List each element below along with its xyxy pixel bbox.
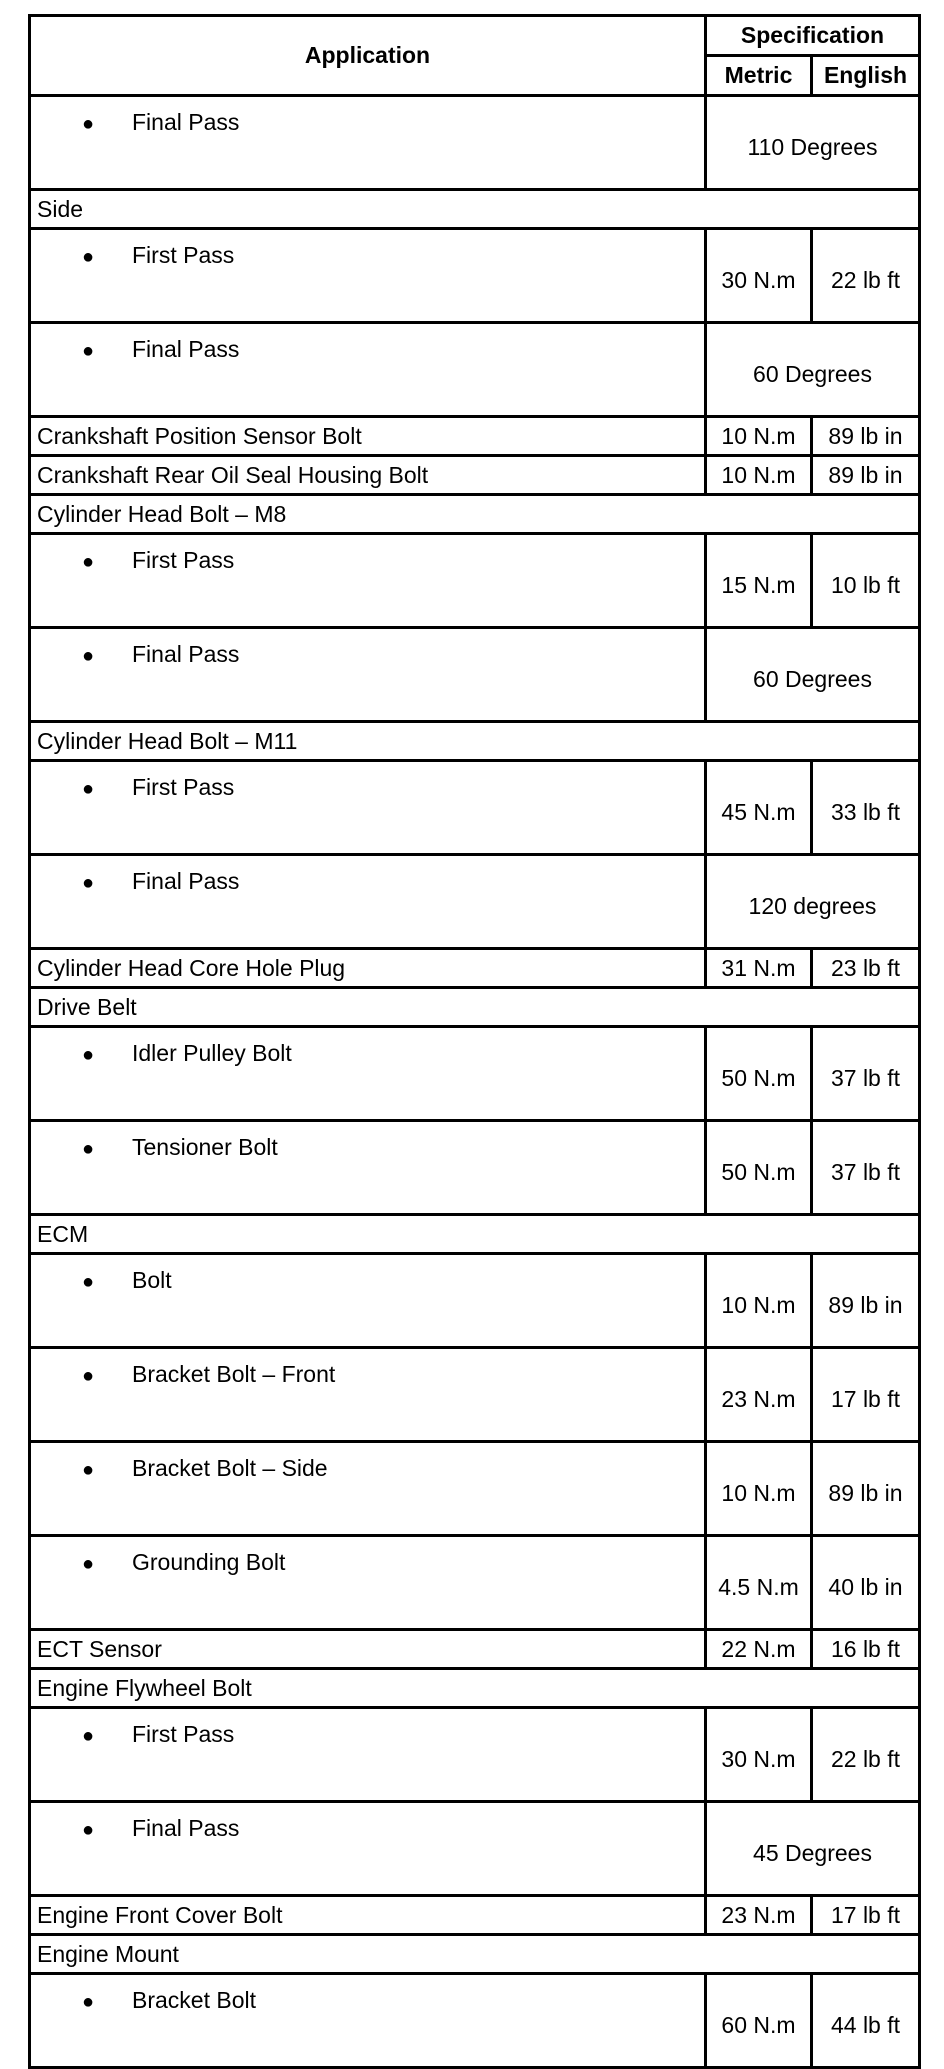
application-cell	[30, 229, 706, 323]
section-row	[30, 722, 920, 761]
table-row	[30, 1254, 920, 1348]
english-value: 89 lb in	[812, 1254, 920, 1348]
section-row	[30, 190, 920, 229]
application-cell	[30, 761, 706, 855]
metric-value: 50 N.m	[706, 1027, 812, 1121]
english-value: 44 lb ft	[812, 1974, 920, 2068]
application-cell	[30, 96, 706, 190]
spec-value-span: 120 degrees	[706, 855, 920, 949]
bullet-icon: ●	[82, 113, 95, 135]
sub-item-label: Final Pass	[132, 1815, 240, 1841]
table-row	[30, 96, 920, 190]
section-row	[30, 988, 920, 1027]
metric-value: 50 N.m	[706, 1121, 812, 1215]
bullet-icon: ●	[82, 1725, 95, 1747]
table-row	[30, 855, 920, 949]
metric-value: 45 N.m	[706, 761, 812, 855]
application-cell	[30, 1536, 706, 1630]
metric-value: 23 N.m	[706, 1348, 812, 1442]
english-header: English	[812, 56, 920, 96]
english-value: 40 lb in	[812, 1536, 920, 1630]
application-cell	[30, 1027, 706, 1121]
metric-value: 22 N.m	[706, 1630, 812, 1669]
metric-value: 30 N.m	[706, 229, 812, 323]
bullet-icon: ●	[82, 872, 95, 894]
bullet-icon: ●	[82, 246, 95, 268]
sub-item-label: Grounding Bolt	[132, 1549, 286, 1575]
section-row	[30, 1935, 920, 1974]
metric-value: 10 N.m	[706, 417, 812, 456]
table-row	[30, 456, 920, 495]
metric-value: 31 N.m	[706, 949, 812, 988]
table-row	[30, 1536, 920, 1630]
bullet-icon: ●	[82, 1044, 95, 1066]
metric-value: 23 N.m	[706, 1896, 812, 1935]
table-row	[30, 1802, 920, 1896]
table-row	[30, 323, 920, 417]
table-row	[30, 1896, 920, 1935]
application-label: Cylinder Head Core Hole Plug	[30, 949, 706, 988]
table-row	[30, 417, 920, 456]
bullet-icon: ●	[82, 1365, 95, 1387]
application-cell	[30, 1254, 706, 1348]
sub-item-label: Bracket Bolt – Front	[132, 1361, 336, 1387]
metric-header: Metric	[706, 56, 812, 96]
sub-item-label: First Pass	[132, 547, 235, 573]
application-cell	[30, 1442, 706, 1536]
application-cell	[30, 1802, 706, 1896]
section-label: Side	[30, 190, 920, 229]
sub-item-label: Final Pass	[132, 641, 240, 667]
specification-header: Specification	[706, 16, 920, 56]
metric-value: 30 N.m	[706, 1708, 812, 1802]
application-header: Application	[30, 16, 706, 96]
section-label: Cylinder Head Bolt – M11	[30, 722, 920, 761]
section-label: Cylinder Head Bolt – M8	[30, 495, 920, 534]
spec-value-span: 45 Degrees	[706, 1802, 920, 1896]
sub-item-label: Final Pass	[132, 336, 240, 362]
torque-spec-table	[28, 14, 921, 2069]
spec-value-span: 110 Degrees	[706, 96, 920, 190]
table-row	[30, 628, 920, 722]
section-row	[30, 1215, 920, 1254]
english-value: 23 lb ft	[812, 949, 920, 988]
bullet-icon: ●	[82, 1459, 95, 1481]
spec-value-span: 60 Degrees	[706, 323, 920, 417]
english-value: 89 lb in	[812, 1442, 920, 1536]
bullet-icon: ●	[82, 551, 95, 573]
table-row	[30, 1348, 920, 1442]
application-cell	[30, 1121, 706, 1215]
metric-value: 10 N.m	[706, 456, 812, 495]
metric-value: 10 N.m	[706, 1442, 812, 1536]
bullet-icon: ●	[82, 1271, 95, 1293]
bullet-icon: ●	[82, 1991, 95, 2013]
application-label: Engine Front Cover Bolt	[30, 1896, 706, 1935]
bullet-icon: ●	[82, 1819, 95, 1841]
table-row	[30, 1442, 920, 1536]
application-cell	[30, 1708, 706, 1802]
english-value: 17 lb ft	[812, 1348, 920, 1442]
application-cell	[30, 534, 706, 628]
table-row	[30, 1027, 920, 1121]
english-value: 37 lb ft	[812, 1121, 920, 1215]
english-value: 22 lb ft	[812, 1708, 920, 1802]
table-row	[30, 1974, 920, 2068]
sub-item-label: First Pass	[132, 1721, 235, 1747]
bullet-icon: ●	[82, 1138, 95, 1160]
section-row	[30, 495, 920, 534]
sub-item-label: First Pass	[132, 242, 235, 268]
section-label: Engine Mount	[30, 1935, 920, 1974]
application-cell	[30, 1348, 706, 1442]
application-label: ECT Sensor	[30, 1630, 706, 1669]
application-label: Crankshaft Rear Oil Seal Housing Bolt	[30, 456, 706, 495]
english-value: 22 lb ft	[812, 229, 920, 323]
sub-item-label: Final Pass	[132, 868, 240, 894]
bullet-icon: ●	[82, 340, 95, 362]
application-label: Crankshaft Position Sensor Bolt	[30, 417, 706, 456]
sub-item-label: Tensioner Bolt	[132, 1134, 278, 1160]
spec-value-span: 60 Degrees	[706, 628, 920, 722]
table-body	[30, 96, 920, 2068]
application-cell	[30, 628, 706, 722]
table-row	[30, 761, 920, 855]
table-row	[30, 1121, 920, 1215]
application-cell	[30, 323, 706, 417]
table-row	[30, 1630, 920, 1669]
table-row	[30, 534, 920, 628]
english-value: 16 lb ft	[812, 1630, 920, 1669]
section-label: Drive Belt	[30, 988, 920, 1027]
sub-item-label: First Pass	[132, 774, 235, 800]
metric-value: 10 N.m	[706, 1254, 812, 1348]
section-label: Engine Flywheel Bolt	[30, 1669, 920, 1708]
table-row	[30, 229, 920, 323]
english-value: 89 lb in	[812, 456, 920, 495]
section-row	[30, 1669, 920, 1708]
bullet-icon: ●	[82, 645, 95, 667]
sub-item-label: Final Pass	[132, 109, 240, 135]
application-cell	[30, 1974, 706, 2068]
section-label: ECM	[30, 1215, 920, 1254]
sub-item-label: Idler Pulley Bolt	[132, 1040, 292, 1066]
application-cell	[30, 855, 706, 949]
table-row	[30, 949, 920, 988]
english-value: 33 lb ft	[812, 761, 920, 855]
sub-item-label: Bolt	[132, 1267, 172, 1293]
bullet-icon: ●	[82, 778, 95, 800]
table-row	[30, 1708, 920, 1802]
metric-value: 15 N.m	[706, 534, 812, 628]
sub-item-label: Bracket Bolt	[132, 1987, 256, 2013]
english-value: 10 lb ft	[812, 534, 920, 628]
sub-item-label: Bracket Bolt – Side	[132, 1455, 328, 1481]
english-value: 89 lb in	[812, 417, 920, 456]
header-row	[30, 16, 920, 56]
metric-value: 60 N.m	[706, 1974, 812, 2068]
english-value: 37 lb ft	[812, 1027, 920, 1121]
metric-value: 4.5 N.m	[706, 1536, 812, 1630]
english-value: 17 lb ft	[812, 1896, 920, 1935]
bullet-icon: ●	[82, 1553, 95, 1575]
